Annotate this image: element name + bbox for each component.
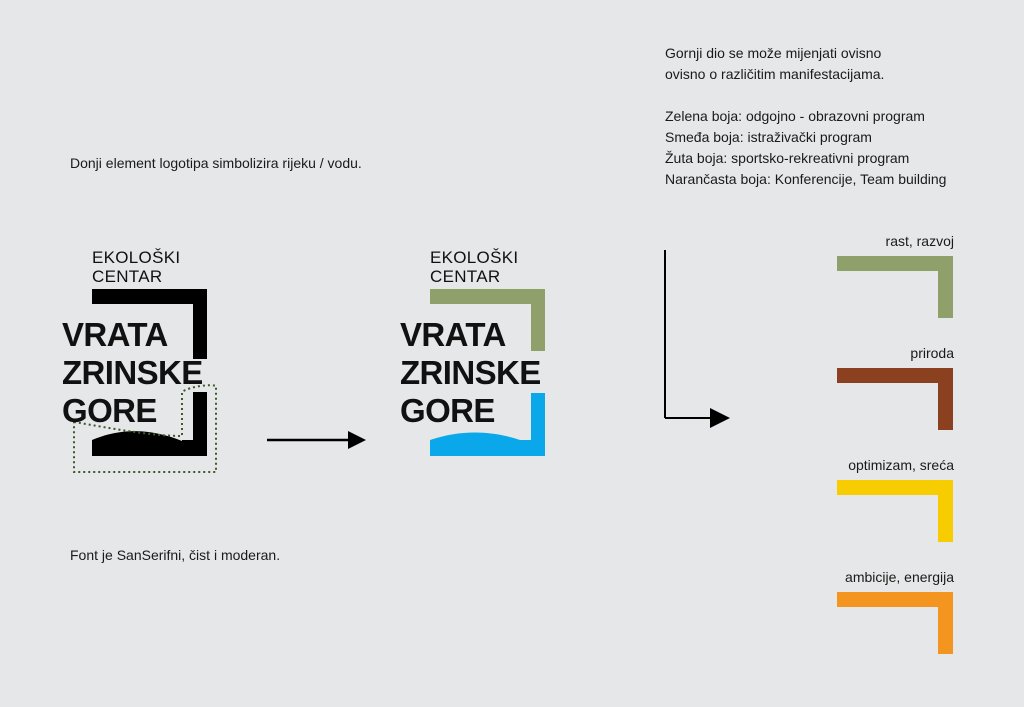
water-note: Donji element logotipa simbolizira rijeku / vodu. bbox=[70, 155, 362, 171]
l-arrow-icon bbox=[665, 250, 730, 428]
category-label-yellow: optimizam, sreća bbox=[848, 457, 954, 473]
logo-color-big-line-2: ZRINSKE bbox=[400, 354, 541, 391]
note-line-2: ovisno o različitim manifestacijama. bbox=[665, 66, 885, 82]
category-label-brown: priroda bbox=[910, 345, 954, 361]
category-label-green: rast, razvoj bbox=[885, 233, 954, 249]
logo-color-small-title bbox=[430, 248, 518, 286]
note-orange: Narančasta boja: Konferencije, Team building bbox=[665, 171, 947, 187]
logo-big-line-2: ZRINSKE bbox=[62, 354, 203, 391]
logo-small-line-1: EKOLOŠKI bbox=[92, 248, 181, 267]
swatch-brown bbox=[837, 368, 953, 430]
logo-color-big-line-3: GORE bbox=[400, 392, 495, 429]
note-yellow: Žuta boja: sportsko-rekreativni program bbox=[665, 150, 910, 166]
note-brown: Smeđa boja: istraživački program bbox=[665, 129, 872, 145]
logo-small-line-2: CENTAR bbox=[92, 267, 163, 286]
note-line-1: Gornji dio se može mijenjati ovisno bbox=[665, 45, 882, 61]
swatch-green bbox=[837, 256, 953, 318]
logo-color-big-line-1: VRATA bbox=[400, 316, 506, 353]
swatch-yellow bbox=[837, 480, 953, 542]
arrow-right-icon bbox=[267, 431, 366, 449]
logo-big-line-1: VRATA bbox=[62, 316, 168, 353]
font-note: Font je SanSerifni, čist i moderan. bbox=[70, 547, 281, 563]
logo-big-line-3: GORE bbox=[62, 392, 157, 429]
logo-color-small-line-1: EKOLOŠKI bbox=[430, 248, 519, 267]
note-green: Zelena boja: odgojno - obrazovni program bbox=[665, 108, 925, 124]
logo-color-big-title bbox=[400, 316, 541, 430]
swatch-orange bbox=[837, 592, 953, 654]
logo-black-big-title bbox=[62, 316, 203, 430]
category-label-orange: ambicije, energija bbox=[845, 569, 954, 585]
logo-black-small-title bbox=[92, 248, 180, 286]
logo-color-small-line-2: CENTAR bbox=[430, 267, 501, 286]
